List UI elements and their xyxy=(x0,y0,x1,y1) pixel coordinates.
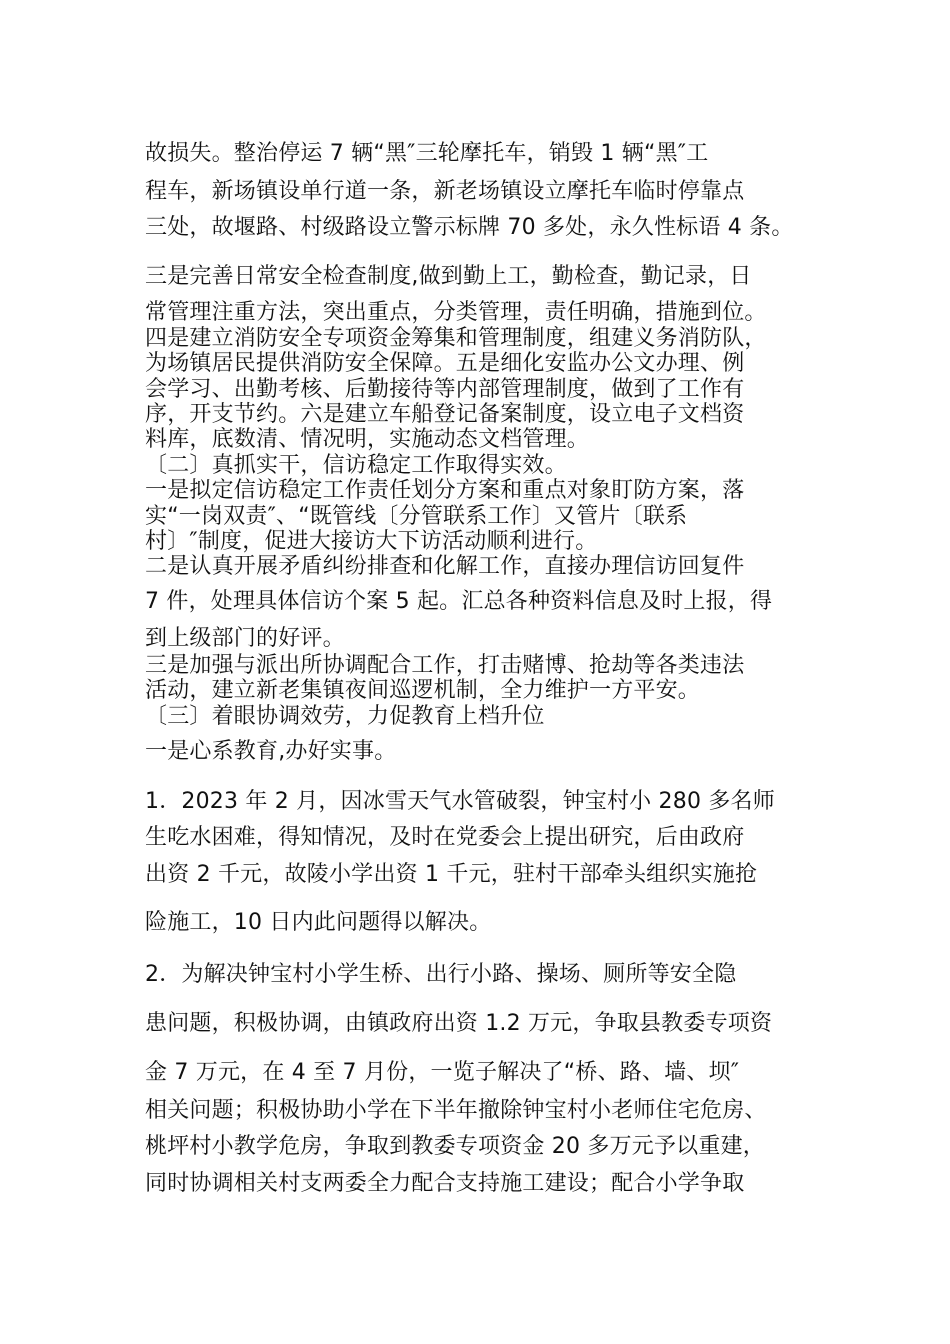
text-line: 故损失。整治停运 7 辆“黑″三轮摩托车，销毁 1 辆“黑″工 xyxy=(145,141,709,166)
text-line: 三是完善日常安全检查制度,做到勤上工，勤检查，勤记录，日 xyxy=(145,264,752,289)
text-line: 出资 2 千元，故陵小学出资 1 千元，驻村干部牵头组织实施抢 xyxy=(145,862,758,887)
text-line: 生吃水困难，得知情况，及时在党委会上提出研究，后由政府 xyxy=(145,825,745,850)
section-heading: 〔二〕真抓实干，信访稳定工作取得实效。 xyxy=(145,453,567,478)
text-line: 序，开支节约。六是建立车船登记备案制度，设立电子文档资 xyxy=(145,402,745,427)
text-line: 7 件，处理具体信访个案 5 起。汇总各种资料信息及时上报，得 xyxy=(145,589,773,614)
text-line: 险施工，10 日内此问题得以解决。 xyxy=(145,910,492,935)
text-line: 2．为解决钟宝村小学生桥、出行小路、操场、厕所等安全隐 xyxy=(145,962,737,987)
text-line: 实“一岗双责″、“既管线〔分管联系工作〕又管片〔联系 xyxy=(145,504,688,529)
text-line: 料库，底数清、情况明，实施动态文档管理。 xyxy=(145,427,590,452)
text-line: 一是心系教育,办好实事。 xyxy=(145,739,397,764)
text-line: 会学习、出勤考核、后勤接待等内部管理制度，做到了工作有 xyxy=(145,377,745,402)
text-line: 三是加强与派出所协调配合工作，打击赌博、抢劫等各类违法 xyxy=(145,653,745,678)
text-line: 一是拟定信访稳定工作责任划分方案和重点对象盯防方案，落 xyxy=(145,478,745,503)
text-line: 患问题，积极协调，由镇政府出资 1.2 万元，争取县教委专项资 xyxy=(145,1011,773,1036)
text-line: 二是认真开展矛盾纠纷排查和化解工作，直接办理信访回复件 xyxy=(145,554,745,579)
text-line: 活动，建立新老集镇夜间巡逻机制，全力维护一方平安。 xyxy=(145,678,701,703)
text-line: 为场镇居民提供消防安全保障。五是细化安监办公文办理、例 xyxy=(145,351,745,376)
text-line: 到上级部门的好评。 xyxy=(145,626,345,651)
text-line: 程车，新场镇设单行道一条，新老场镇设立摩托车临时停靠点 xyxy=(145,179,745,204)
text-line: 常管理注重方法，突出重点，分类管理，责任明确，措施到位。 xyxy=(145,300,767,325)
text-line: 同时协调相关村支两委全力配合支持施工建设；配合小学争取 xyxy=(145,1171,745,1196)
section-heading: 〔三〕着眼协调效劳，力促教育上档升位 xyxy=(145,704,545,729)
text-line: 三处，故堰路、村级路设立警示标牌 70 多处，永久性标语 4 条。 xyxy=(145,215,794,240)
text-line: 1．2023 年 2 月，因冰雪天气水管破裂，钟宝村小 280 多名师 xyxy=(145,789,775,814)
text-line: 村〕″制度，促进大接访大下访活动顺利进行。 xyxy=(145,529,598,554)
text-line: 金 7 万元，在 4 至 7 月份，一览子解决了“桥、路、墙、坝″ xyxy=(145,1060,740,1085)
text-line: 相关问题；积极协助小学在下半年撤除钟宝村小老师住宅危房、 xyxy=(145,1098,767,1123)
text-line: 桃坪村小教学危房，争取到教委专项资金 20 多万元予以重建， xyxy=(145,1134,765,1159)
text-line: 四是建立消防安全专项资金筹集和管理制度，组建义务消防队， xyxy=(145,326,767,351)
